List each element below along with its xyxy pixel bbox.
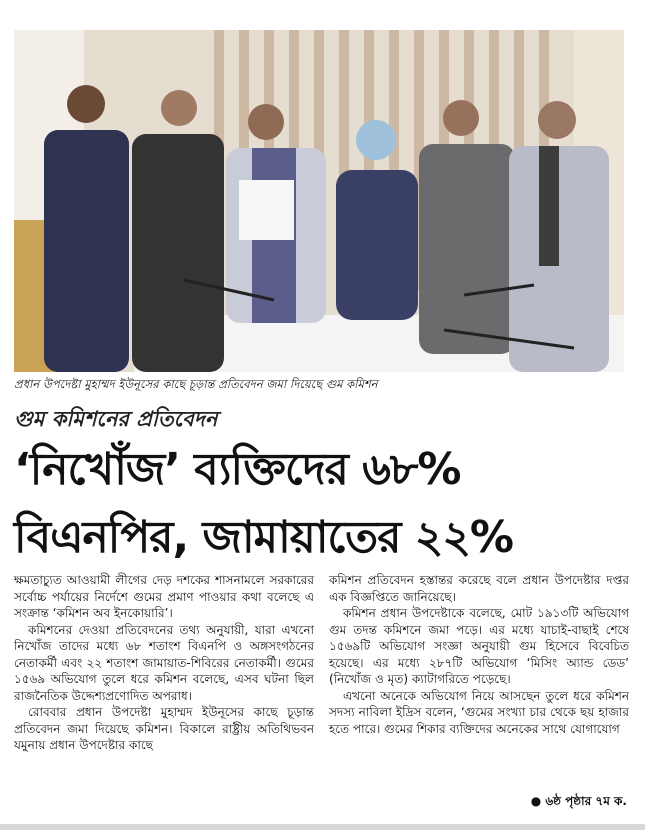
page-bottom-rule xyxy=(0,824,645,830)
continued-on-page: ● ৬ষ্ঠ পৃষ্ঠার ৭ম ক. xyxy=(530,794,627,808)
paragraph: কমিশন প্রতিবেদন হস্তান্তর করেছে বলে প্রধান উপদেষ্টার দপ্তর এক বিজ্ঞপ্তিতে জানিয়েছে। xyxy=(329,573,629,604)
news-photo xyxy=(14,30,624,372)
photo-caption: প্রধান উপদেষ্টা মুহাম্মদ ইউনূসের কাছে চূড়ান্ত প্রতিবেদন জমা দিয়েছে গুম কমিশন xyxy=(14,377,378,391)
article-kicker: গুম কমিশনের প্রতিবেদন xyxy=(14,407,218,431)
headline-line-2: বিএনপির, জামায়াতের ২২% xyxy=(14,512,514,563)
paragraph: রোববার প্রধান উপদেষ্টা মুহাম্মদ ইউনূসের কাছে চূড়ান্ত প্রতিবেদন জমা দিয়েছে কমিশন। বিকালে রাষ্ট্রীয় অতিথিভবন যমুনায় প্রধান উপদেষ্টার কাছে xyxy=(14,705,314,752)
article-column-1 xyxy=(14,572,314,754)
headline-line-1: ‘নিখোঁজ’ ব্যক্তিদের ৬৮% xyxy=(14,444,461,495)
paragraph: এখনো অনেকে অভিযোগ নিয়ে আসছেন তুলে ধরে কমিশন সদস্য নাবিলা ইদ্রিস বলেন, ‘গুমের সংখ্যা চার থেকে ছয় হাজার হতে পারে। গুমের শিকার ব্যক্তিদের অনেকের সাথে যোগাযোগ xyxy=(329,688,629,736)
paragraph: কমিশন প্রধান উপদেষ্টাকে বলেছে, মোট ১৯১৩টি অভিযোগ গুম তদন্ত কমিশনে জমা পড়ে। এর মধ্যে যাচাই-বাছাই শেষে ১৫৬৯টি অভিযোগ সংজ্ঞা অনুযায়ী গুম হিসেবে বিবেচিত হয়েছে। এর মধ্যে ২৮৭টি অভিযোগ ‘মিসিং অ্যান্ড ডেড’ (নিখোঁজ ও মৃত) ক্যাটাগরিতে পড়েছে। xyxy=(329,606,629,686)
delegation-handover-photo-icon xyxy=(14,30,624,372)
paragraph: ক্ষমতাচ্যুত আওয়ামী লীগের দেড় দশকের শাসনামলে সরকারের সর্বোচ্চ পর্যায়ের নির্দেশে গুমের প্রমাণ পাওয়ার কথা বলেছে এ সংক্রান্ত ‘কমিশন অব ইনকোয়ারি’। xyxy=(14,573,314,620)
paragraph: কমিশনের দেওয়া প্রতিবেদনের তথ্য অনুযায়ী, যারা এখনো নিখোঁজ তাদের মধ্যে ৬৮ শতাংশ বিএনপি ও অঙ্গসংগঠনের নেতাকর্মী এবং ২২ শতাংশ জামায়াত-শিবিরের নেতাকর্মী। গুমের ১৫৬৯ অভিযোগ তুলে ধরে কমিশন বলেছে, এসব ঘটনা ছিল রাজনৈতিক উদ্দেশ্যপ্রণোদিত অপরাধ। xyxy=(14,622,314,703)
article-column-2 xyxy=(329,572,629,737)
